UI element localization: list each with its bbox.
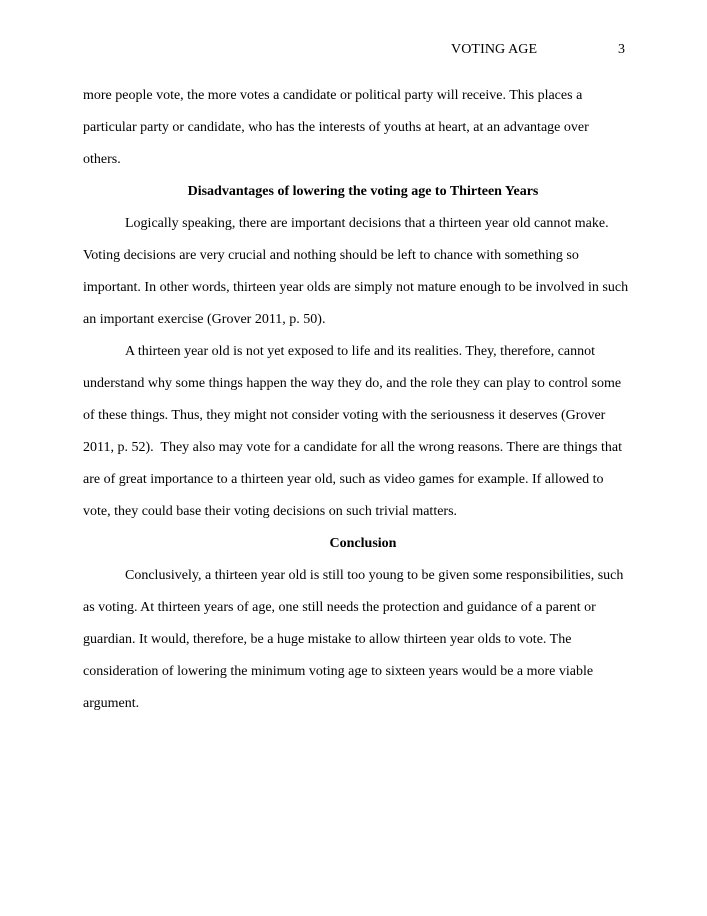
text-line: argument. xyxy=(83,696,140,711)
text-line: consideration of lowering the minimum voting age to sixteen years would be a more viable xyxy=(83,664,594,679)
text-line: 2011, p. 52). They also may vote for a candidate for all the wrong reasons. There are things that xyxy=(83,440,622,455)
section-heading-disadvantages: Disadvantages of lowering the voting age to Thirteen Years xyxy=(187,184,539,199)
text-line: an important exercise (Grover 2011, p. 50). xyxy=(83,312,326,327)
text-line: others. xyxy=(83,152,121,167)
paragraph-continuation xyxy=(83,80,643,176)
document-body xyxy=(83,80,643,720)
paragraph-conclusion xyxy=(83,560,643,720)
text-line: as voting. At thirteen years of age, one still needs the protection and guidance of a parent or xyxy=(83,600,596,615)
section-heading-conclusion: Conclusion xyxy=(329,536,397,551)
text-line: Voting decisions are very crucial and nothing should be left to chance with something so xyxy=(83,248,579,263)
text-line: A thirteen year old is not yet exposed to life and its realities. They, therefore, cannot xyxy=(125,344,596,359)
text-line: more people vote, the more votes a candidate or political party will receive. This places a xyxy=(83,88,583,103)
text-line: important. In other words, thirteen year olds are simply not mature enough to be involved in such xyxy=(83,280,629,295)
page-number: 3 xyxy=(618,42,625,57)
text-line: particular party or candidate, who has the interests of youths at heart, at an advantage over xyxy=(83,120,589,135)
text-line: Logically speaking, there are important decisions that a thirteen year old cannot make. xyxy=(125,216,609,231)
text-line: understand why some things happen the way they do, and the role they can play to control some xyxy=(83,376,622,391)
text-line: are of great importance to a thirteen year old, such as video games for example. If allowed to xyxy=(83,472,604,487)
paragraph-maturity xyxy=(83,208,643,336)
paragraph-exposure xyxy=(83,336,643,528)
text-line: of these things. Thus, they might not consider voting with the seriousness it deserves (Grover xyxy=(83,408,606,423)
text-line: Conclusively, a thirteen year old is still too young to be given some responsibilities, such xyxy=(125,568,624,583)
text-line: vote, they could base their voting decisions on such trivial matters. xyxy=(83,504,458,519)
text-line: guardian. It would, therefore, be a huge mistake to allow thirteen year olds to vote. The xyxy=(83,632,572,647)
running-head: VOTING AGE xyxy=(451,42,538,57)
